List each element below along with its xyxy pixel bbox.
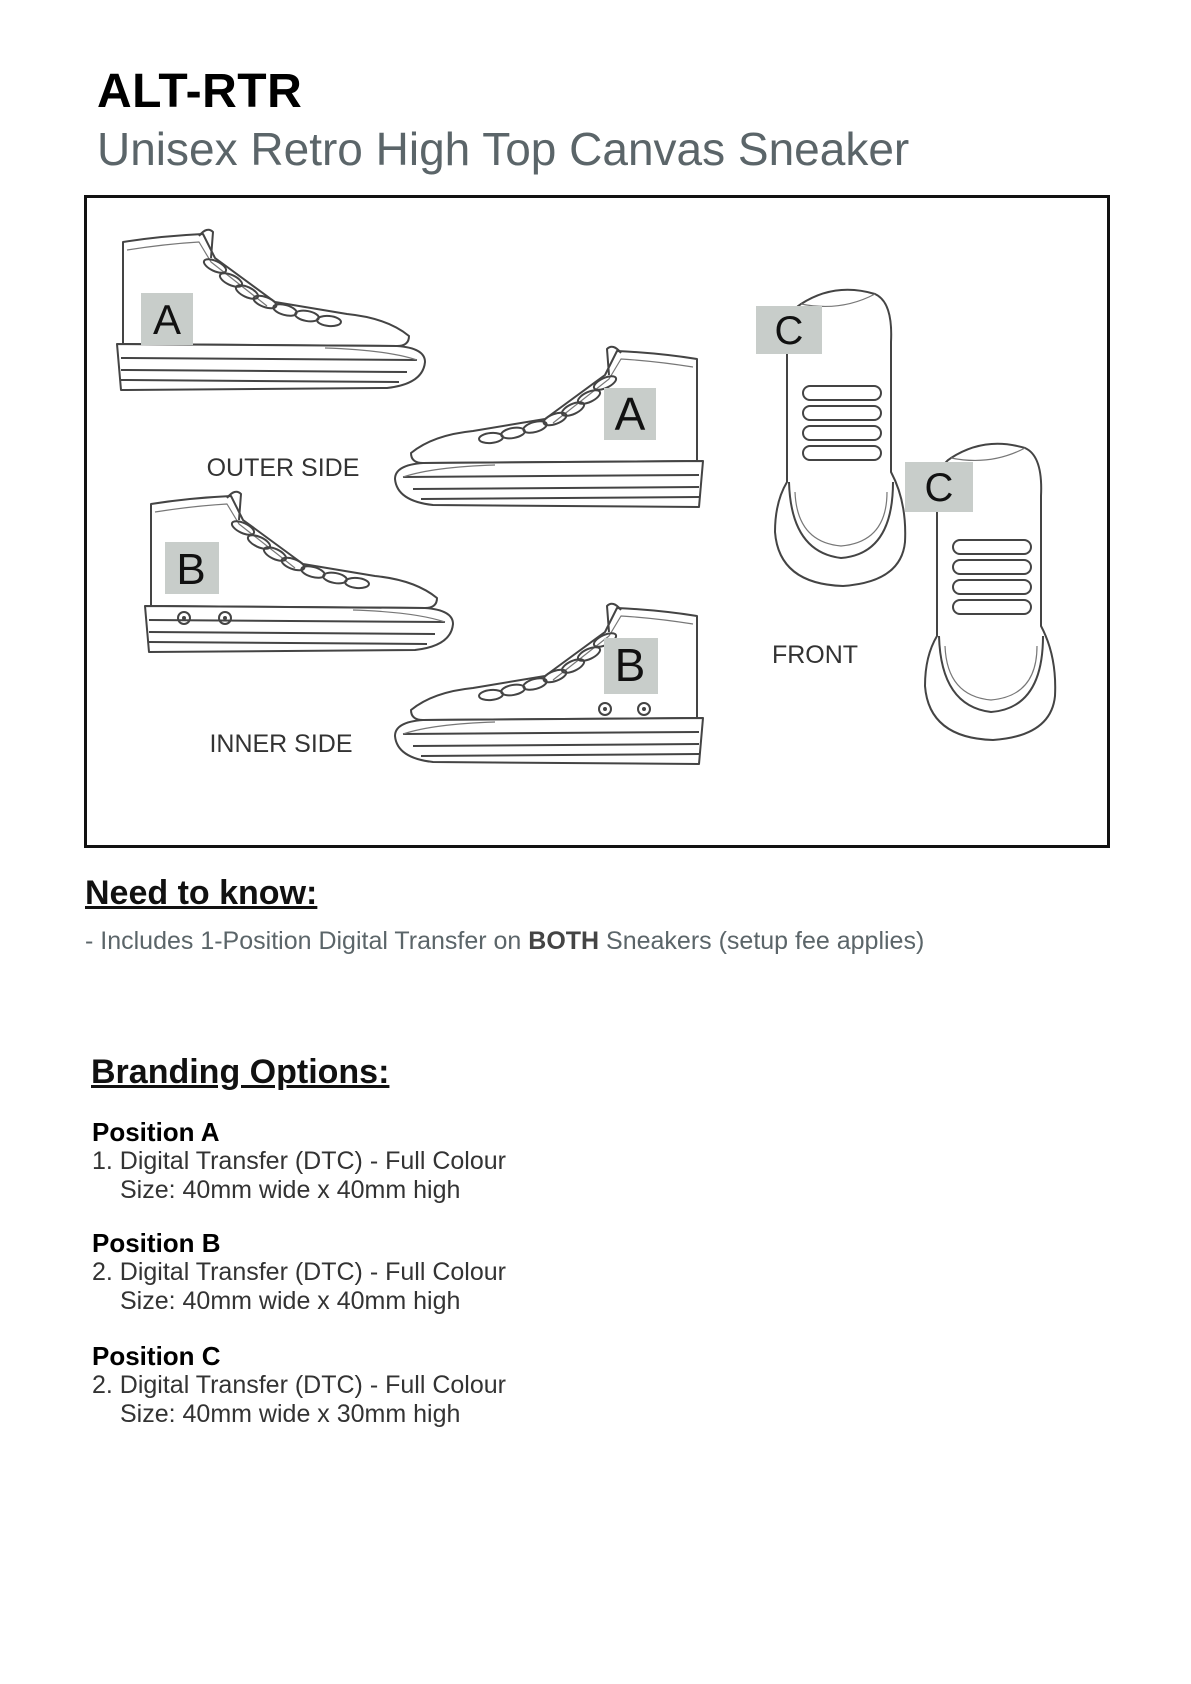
position-c-method: 2. Digital Transfer (DTC) - Full Colour [92, 1371, 506, 1399]
product-title: Unisex Retro High Top Canvas Sneaker [97, 123, 910, 175]
inner-side-label: INNER SIDE [209, 730, 353, 758]
product-code: ALT-RTR [97, 65, 303, 118]
svg-text:C: C [924, 466, 954, 510]
marker-a-1-label: A [152, 296, 182, 343]
position-b-method: 2. Digital Transfer (DTC) - Full Colour [92, 1258, 506, 1286]
sneaker-illustrations [87, 198, 1107, 845]
need-to-know-heading: Need to know: [85, 874, 318, 912]
svg-text:C: C [774, 309, 804, 353]
outer-side-shoe-1 [117, 230, 425, 390]
outer-side-shoe-2 [395, 347, 703, 507]
front-shoe-1 [756, 290, 905, 586]
inner-side-shoe-1 [145, 492, 453, 652]
branding-diagram [84, 195, 1110, 848]
svg-text:B: B [614, 639, 646, 691]
position-b-size: Size: 40mm wide x 40mm high [120, 1287, 461, 1315]
position-c-size: Size: 40mm wide x 30mm high [120, 1400, 461, 1428]
position-b-title: Position B [92, 1228, 221, 1258]
front-label: FRONT [771, 641, 859, 669]
position-b-block [92, 1229, 506, 1316]
position-c-block [92, 1342, 506, 1429]
outer-side-label: OUTER SIDE [206, 454, 360, 482]
position-a-block [92, 1118, 506, 1205]
svg-text:A: A [614, 388, 646, 440]
position-a-title: Position A [92, 1117, 220, 1147]
position-c-title: Position C [92, 1341, 221, 1371]
branding-options-heading: Branding Options: [91, 1053, 390, 1091]
need-to-know-note: - Includes 1-Position Digital Transfer on BOTH Sneakers (setup fee applies) [85, 927, 925, 955]
svg-text:B: B [176, 545, 206, 594]
front-shoe-2 [905, 444, 1055, 740]
position-a-size: Size: 40mm wide x 40mm high [120, 1176, 461, 1204]
position-a-method: 1. Digital Transfer (DTC) - Full Colour [92, 1147, 506, 1175]
